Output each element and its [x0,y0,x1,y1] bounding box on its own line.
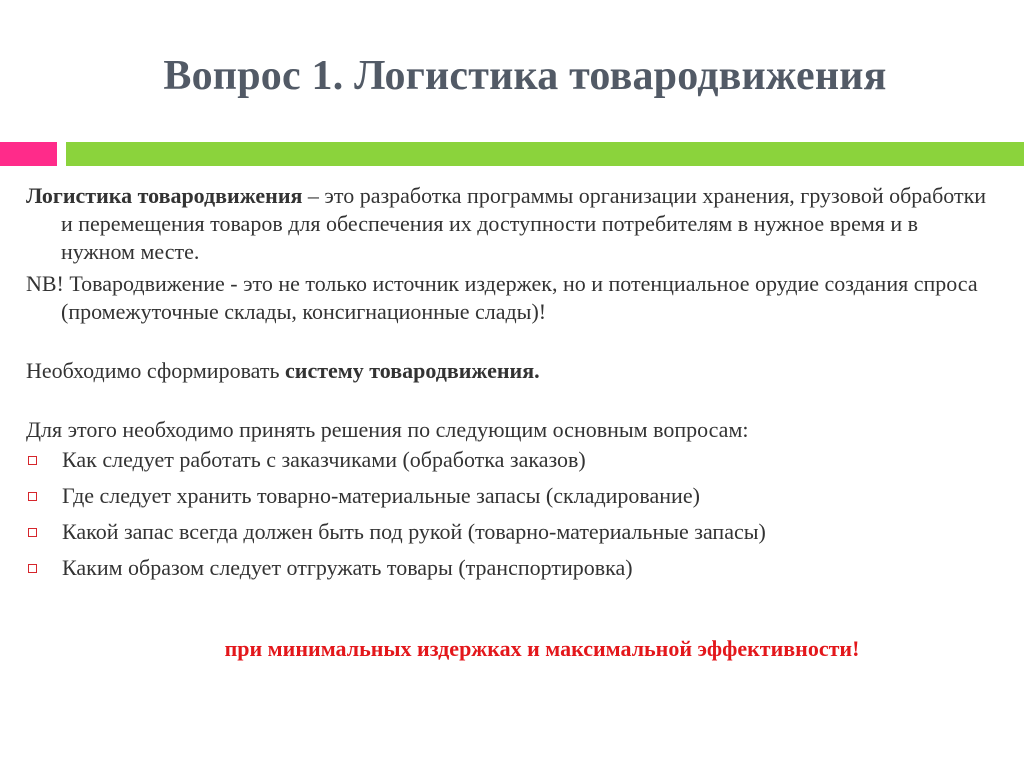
list-item-text: Как следует работать с заказчиками (обработка заказов) [62,447,586,472]
accent-bar-pink [0,142,57,166]
definition-text: – это разработка программы организации хранения, грузовой обработки и перемещения товаров для обеспечения их доступности потребителям в нужное время и в нужном месте. [61,183,987,264]
accent-bar-green [66,142,1024,166]
list-item [26,446,996,474]
slide-body [26,182,996,590]
questions-list [26,446,996,582]
definition-term: Логистика товародвижения [26,183,303,208]
square-bullet-icon [28,528,37,537]
need-prefix: Необходимо сформировать [26,358,286,383]
note-paragraph: NB! Товародвижение - это не только источник издержек, но и потенциальное орудие создания спроса (промежуточные склады, консигнационные слады)! [26,271,978,324]
list-item-text: Где следует хранить товарно-материальные запасы (складирование) [62,483,700,508]
list-item-text: Какой запас всегда должен быть под рукой (товарно-материальные запасы) [62,519,766,544]
spacer [26,385,996,416]
list-item-text: Каким образом следует отгружать товары (транспортировка) [62,555,633,580]
definition-paragraph [26,182,996,266]
spacer [26,326,996,357]
conclusion-text: при минимальных издержках и максимальной эффективности! [224,636,860,661]
questions-intro: Для этого необходимо принять решения по следующим основным вопросам: [26,417,749,442]
need-paragraph [26,357,996,385]
list-item [26,482,996,510]
need-bold: систему товародвижения. [285,358,540,383]
square-bullet-icon [28,564,37,573]
list-item [26,554,996,582]
square-bullet-icon [28,492,37,501]
slide-title: Вопрос 1. Логистика товародвижения [163,53,887,99]
square-bullet-icon [28,456,37,465]
list-item [26,518,996,546]
